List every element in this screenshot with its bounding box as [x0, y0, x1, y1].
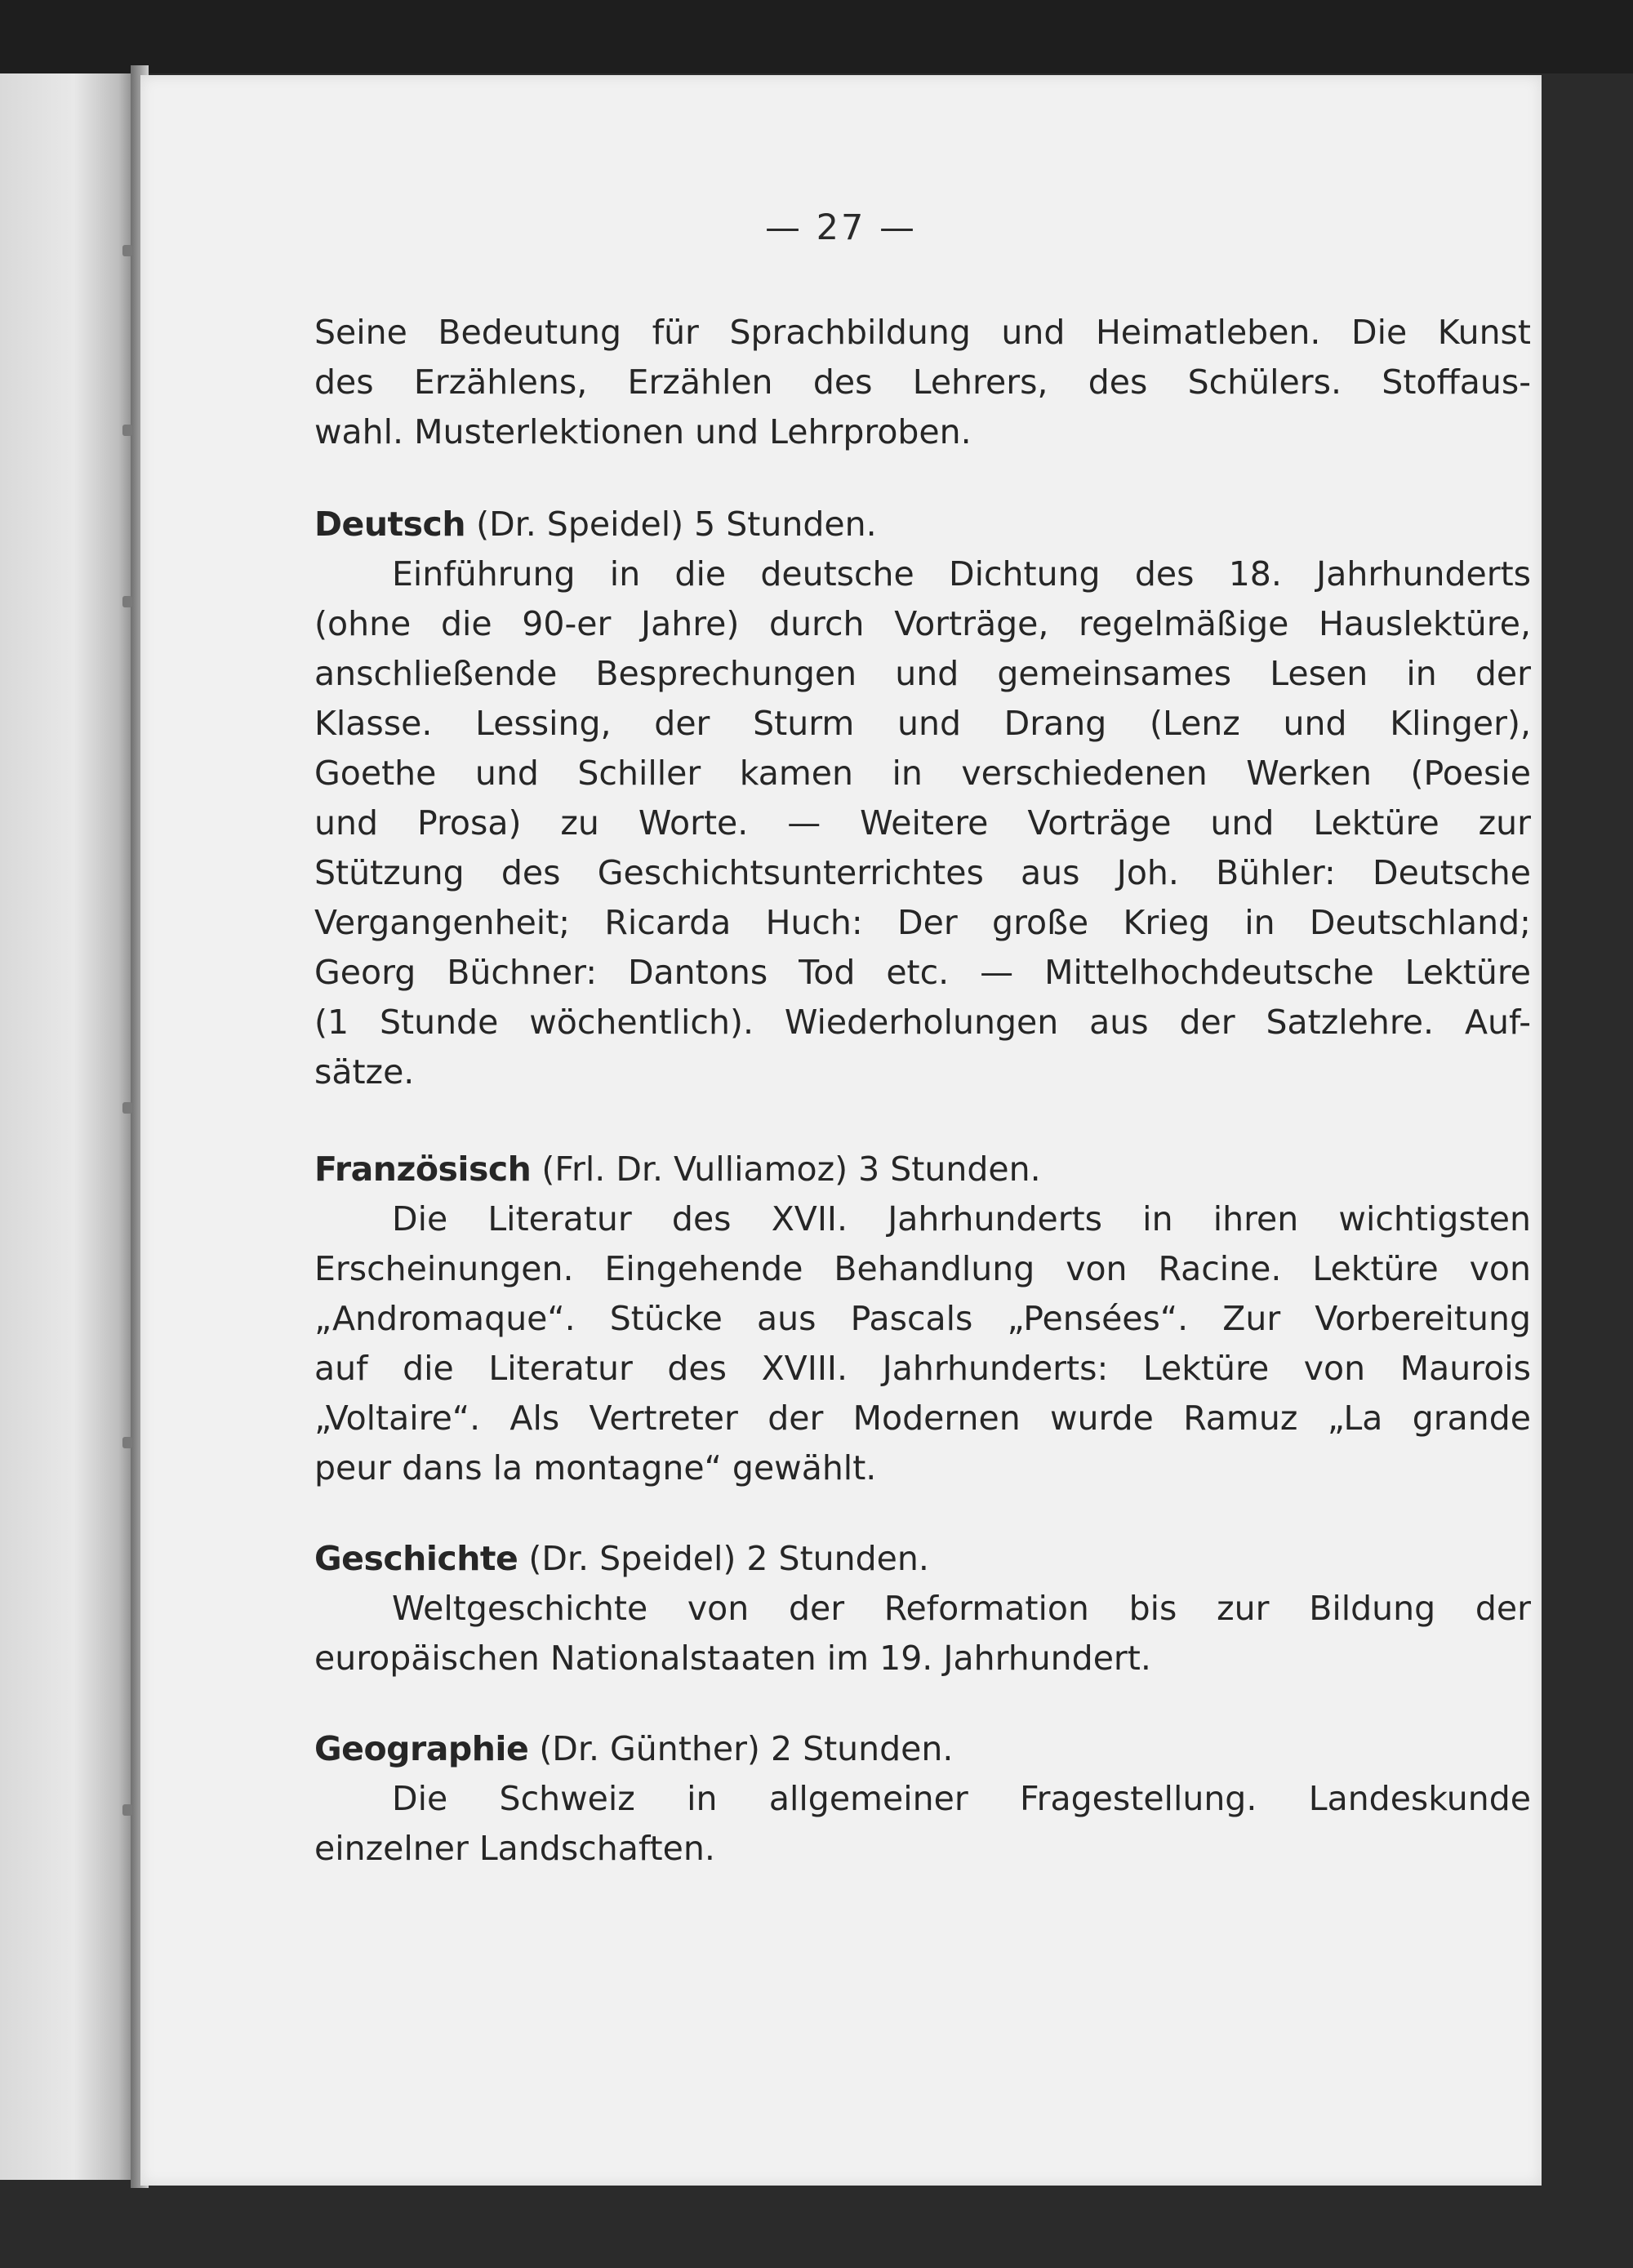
section-franzoesisch: [314, 1145, 1531, 1493]
section-deutsch: [314, 500, 1531, 1097]
section-geschichte: [314, 1534, 1531, 1683]
page-content: [314, 308, 1531, 1874]
subject-details: (Dr. Speidel) 5 Stunden.: [476, 505, 877, 544]
text-line: (1 Stunde wöchentlich). Wiederholungen aus der Satzlehre. Auf-: [314, 1003, 1531, 1042]
text-line: Klasse. Lessing, der Sturm und Drang (Lenz und Klinger),: [314, 704, 1531, 743]
section-geographie: [314, 1724, 1531, 1874]
subject-name: Geographie: [314, 1729, 529, 1768]
section-heading: [314, 1145, 1531, 1194]
binding-mark: [122, 425, 132, 436]
text-line: Georg Büchner: Dantons Tod etc. — Mittelhochdeutsche Lektüre: [314, 953, 1531, 992]
text-line: Seine Bedeutung für Sprachbildung und Heimatleben. Die Kunst: [314, 313, 1531, 352]
text-line: Die Schweiz in allgemeiner Fragestellung. Landeskunde: [392, 1779, 1531, 1818]
binding-mark: [122, 245, 132, 256]
text-line: Goethe und Schiller kamen in verschiedenen Werken (Poesie: [314, 754, 1531, 793]
text-line: wahl. Musterlektionen und Lehrproben.: [314, 412, 972, 451]
subject-details: (Frl. Dr. Vulliamoz) 3 Stunden.: [541, 1150, 1041, 1189]
subject-name: Geschichte: [314, 1539, 518, 1578]
binding-mark: [122, 1102, 132, 1114]
text-line: (ohne die 90-er Jahre) durch Vorträge, regelmäßige Hauslektüre,: [314, 604, 1531, 643]
subject-name: Deutsch: [314, 505, 466, 544]
section-heading: [314, 1534, 1531, 1584]
text-line: Erscheinungen. Eingehende Behandlung von Racine. Lektüre von: [314, 1249, 1531, 1288]
text-line: „Voltaire“. Als Vertreter der Modernen wurde Ramuz „La grande: [314, 1399, 1531, 1438]
text-line: Stützung des Geschichtsunterrichtes aus Joh. Bühler: Deutsche: [314, 853, 1531, 892]
text-line: und Prosa) zu Worte. — Weitere Vorträge und Lektüre zur: [314, 803, 1531, 843]
text-line: des Erzählens, Erzählen des Lehrers, des Schülers. Stoffaus-: [314, 362, 1531, 402]
text-line: Weltgeschichte von der Reformation bis zur Bildung der: [392, 1589, 1531, 1628]
binding-mark: [122, 596, 132, 607]
page-number: — 27 —: [764, 207, 918, 248]
text-line: einzelner Landschaften.: [314, 1829, 715, 1868]
scan-background-top: [0, 0, 1633, 73]
text-line: sätze.: [314, 1052, 415, 1092]
text-line: Einführung in die deutsche Dichtung des 18. Jahrhunderts: [392, 554, 1531, 594]
text-line: auf die Literatur des XVIII. Jahrhunderts: Lektüre von Maurois: [314, 1349, 1531, 1388]
section-heading: [314, 1724, 1531, 1774]
text-line: Vergangenheit; Ricarda Huch: Der große Krieg in Deutschland;: [314, 903, 1531, 942]
text-line: peur dans la montagne“ gewählt.: [314, 1448, 877, 1488]
text-line: europäischen Nationalstaaten im 19. Jahrhundert.: [314, 1639, 1151, 1678]
text-line: anschließende Besprechungen und gemeinsames Lesen in der: [314, 654, 1531, 693]
subject-name: Französisch: [314, 1150, 532, 1189]
facing-page-edge: [0, 73, 135, 2180]
book-page: [140, 75, 1542, 2186]
subject-details: (Dr. Speidel) 2 Stunden.: [528, 1539, 929, 1578]
text-line: „Andromaque“. Stücke aus Pascals „Pensées“. Zur Vorbereitung: [314, 1299, 1531, 1338]
binding-mark: [122, 1804, 132, 1816]
binding-mark: [122, 1437, 132, 1448]
text-line: Die Literatur des XVII. Jahrhunderts in ihren wichtigsten: [392, 1199, 1531, 1239]
section-heading: [314, 500, 1531, 549]
subject-details: (Dr. Günther) 2 Stunden.: [539, 1729, 954, 1768]
intro-paragraph: [314, 308, 1531, 457]
